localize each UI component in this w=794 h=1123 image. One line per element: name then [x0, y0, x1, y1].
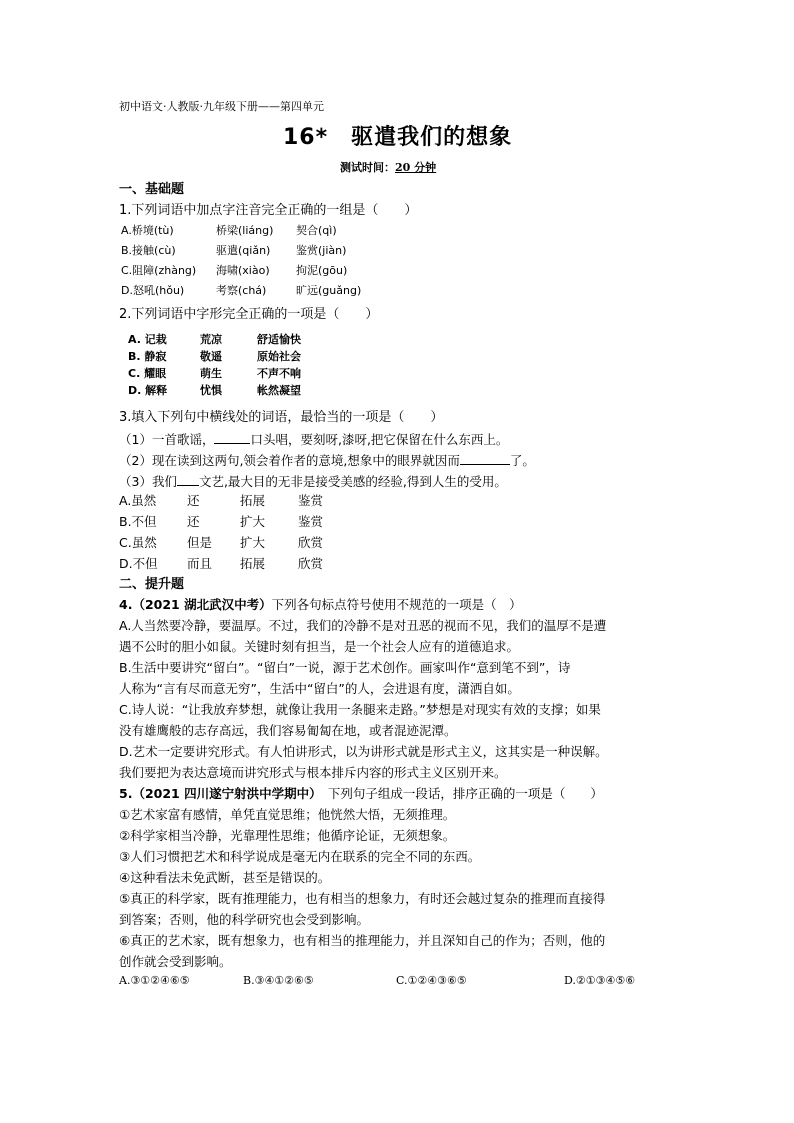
q1-stem: 1.下列词语中加点字注音完全正确的一组是（ ） [119, 203, 418, 218]
q3-c-1: C.虽然 [119, 535, 157, 550]
q2-b-2: 敬遥 [200, 350, 222, 363]
q3-d-2: 而且 [187, 556, 213, 571]
section-advanced-heading: 二、提升题 [119, 577, 185, 592]
q5-line-1: ①艺术家富有感情，单凭直觉思维；他恍然大悟，无须推理。 [119, 807, 456, 822]
q2-a-3: 舒适愉快 [257, 333, 301, 346]
q3-s2-after: 了。 [509, 453, 535, 468]
q2-row-a [128, 334, 301, 345]
q2-row-b [128, 351, 301, 362]
q3-sentence-3 [119, 474, 507, 489]
q1-row-c [121, 265, 347, 276]
q3-b-2: 还 [187, 514, 200, 529]
q3-blank-1 [214, 432, 250, 444]
q3-choice-b [119, 516, 323, 529]
q1-row-a [121, 225, 337, 236]
q1-a-1: A.桥境(tù) [121, 224, 174, 237]
q3-s3-before: （3）我们 [119, 474, 177, 489]
q4-line-5: C.诗人说：“让我放弃梦想，就像让我用一条腿来走路。”梦想是对现实有效的支撑；如果 [119, 702, 601, 717]
q3-b-4: 鉴赏 [298, 514, 324, 529]
q5-line-6: 到答案；否则，他的科学研究也会受到影响。 [119, 912, 370, 927]
q3-s1-before: （1）一首歌谣， [119, 432, 215, 447]
q1-d-1: D.怒吼(hǒu) [121, 284, 185, 297]
q3-stem: 3.填入下列句中横线处的词语，最恰当的一项是（ ） [119, 410, 444, 425]
q5-line-3: ③人们习惯把艺术和科学说成是毫无内在联系的完全不同的东西。 [119, 849, 481, 864]
q5-line-8: 创作就会受到影响。 [119, 954, 232, 969]
q4-line-2: 遇不公时的胆小如鼠。关键时刻有担当，是一个社会人应有的道德追求。 [119, 639, 520, 654]
q3-c-3: 扩大 [240, 535, 266, 550]
q5-line-4: ④这种看法未免武断，甚至是错误的。 [119, 870, 331, 885]
q5-line-2: ②科学家相当冷静，光靠理性思维；他循序论证，无须想象。 [119, 828, 456, 843]
q3-choice-a [119, 495, 323, 508]
q1-a-3: 契合(qì) [296, 224, 337, 237]
q3-s3-after: 文艺,最大目的无非是接受美感的经验,得到人生的受用。 [198, 474, 507, 489]
q2-c-3: 不声不响 [257, 367, 301, 380]
q1-c-1: C.阻障(zhàng) [121, 264, 197, 277]
q2-stem: 2.下列词语中字形完全正确的一项是（ ） [119, 307, 379, 322]
q2-row-c [128, 368, 301, 379]
q2-row-d [128, 385, 301, 396]
q3-blank-3 [177, 474, 199, 486]
q1-c-3: 拘泥(gōu) [296, 264, 348, 277]
q1-b-1: B.接触(cù) [121, 244, 176, 257]
q3-a-1: A.虽然 [119, 493, 157, 508]
page-header: 初中语文·人教版·九年级下册——第四单元 [119, 100, 324, 113]
q4-line-7: D.艺术一定要讲究形式。有人怕讲形式，以为讲形式就是形式主义，这其实是一种误解。 [119, 744, 608, 759]
q1-b-3: 鉴赏(jiàn) [296, 244, 347, 257]
q2-b-3: 原始社会 [257, 350, 301, 363]
q5-stem-line [119, 788, 603, 801]
q2-d-2: 忧惧 [200, 384, 222, 397]
q5-option-a: A.③①②④⑥⑤ [119, 974, 190, 987]
q5-option-b: B.③④①②⑥⑤ [243, 974, 314, 987]
page-title: 16* 驱遣我们的想象 [283, 125, 513, 150]
q3-d-4: 欣赏 [298, 556, 324, 571]
q4-line-1: A.人当然要冷静，要温厚。不过，我们的冷静不是对丑恶的视而不见，我们的温厚不是遭 [119, 618, 607, 633]
q5-option-d: D.②①③④⑤⑥ [564, 974, 636, 987]
section-basic-heading: 一、基础题 [119, 182, 185, 197]
q4-source: 4.（2021 湖北武汉中考） [119, 597, 272, 612]
q3-c-2: 但是 [187, 535, 213, 550]
q2-c-2: 萌生 [200, 367, 222, 380]
q2-b-1: B. 静寂 [128, 350, 167, 363]
q5-stem: 下列句子组成一段话，排序正确的一项是（ ） [315, 786, 603, 801]
test-time-value: 20 分钟 [395, 161, 437, 174]
q4-line-4: 人称为“言有尽而意无穷”，生活中“留白”的人，会进退有度，潇洒自如。 [119, 681, 520, 696]
q4-line-3: B.生活中要讲究“留白”。“留白”一说，源于艺术创作。画家叫作“意到笔不到”，诗 [119, 660, 571, 675]
q1-d-3: 旷远(guǎng) [296, 284, 362, 297]
q4-stem: 下列各句标点符号使用不规范的一项是（ ） [271, 597, 522, 612]
q2-a-1: A. 记栽 [128, 333, 167, 346]
q1-b-2: 驱遣(qiǎn) [216, 244, 271, 257]
q3-choice-d [119, 558, 323, 571]
test-time-label: 测试时间： [340, 161, 395, 174]
q3-s1-after: 口头唱，要刻呀,漆呀,把它保留在什么东西上。 [250, 432, 509, 447]
q3-d-1: D.不但 [119, 556, 158, 571]
q3-b-3: 扩大 [240, 514, 266, 529]
q1-row-d [121, 285, 361, 296]
q1-a-2: 桥梁(liáng) [216, 224, 274, 237]
q5-line-5: ⑤真正的科学家，既有推理能力，也有相当的想象力，有时还会越过复杂的推理而直接得 [119, 891, 606, 906]
q3-a-3: 拓展 [240, 493, 266, 508]
q2-d-3: 帐然凝望 [257, 384, 301, 397]
q1-d-2: 考察(chá) [216, 284, 267, 297]
q4-stem-line [119, 599, 522, 612]
q2-c-1: C. 耀眼 [128, 367, 167, 380]
q3-b-1: B.不但 [119, 514, 157, 529]
q2-a-2: 荒凉 [200, 333, 222, 346]
q1-c-2: 海啸(xiào) [216, 264, 270, 277]
q4-line-8: 我们要把为表达意境而讲究形式与根本排斥内容的形式主义区别开来。 [119, 765, 507, 780]
q2-d-1: D. 解释 [128, 384, 168, 397]
test-time [340, 162, 436, 173]
q3-d-3: 拓展 [240, 556, 266, 571]
q4-line-6: 没有雄鹰般的志存高远，我们容易匍匐在地，或者混迹泥潭。 [119, 723, 457, 738]
q1-row-b [121, 245, 346, 256]
q3-c-4: 欣赏 [298, 535, 324, 550]
q3-s2-before: （2）现在读到这两句,领会着作者的意境,想象中的眼界就因而 [119, 453, 460, 468]
q5-line-7: ⑥真正的艺术家，既有想象力，也有相当的推理能力，并且深知自己的作为；否则，他的 [119, 933, 606, 948]
q3-blank-2 [460, 453, 510, 465]
q3-a-4: 鉴赏 [298, 493, 324, 508]
q5-option-c: C.①②④③⑥⑤ [396, 974, 467, 987]
q3-sentence-2 [119, 453, 535, 468]
q3-sentence-1 [119, 432, 508, 447]
q5-source: 5.（2021 四川遂宁射洪中学期中） [119, 786, 316, 801]
q3-a-2: 还 [187, 493, 200, 508]
q3-choice-c [119, 537, 323, 550]
